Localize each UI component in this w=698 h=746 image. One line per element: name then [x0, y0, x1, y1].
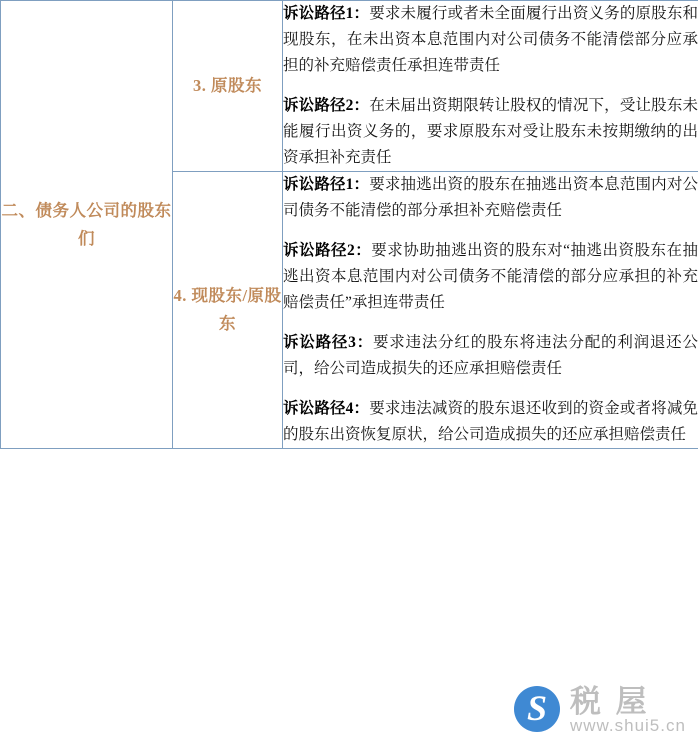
litigation-path-label: 诉讼路径3： — [283, 334, 373, 352]
litigation-path-label: 诉讼路径1： — [283, 176, 370, 194]
watermark-title: 税 屋 — [570, 684, 650, 719]
category-cell: 二、债务人公司的股东们 — [1, 1, 173, 449]
litigation-path-item — [283, 238, 698, 316]
litigation-path-text: 要求违法分红的股东将违法分配的利润退还公司，给公司造成损失的还应承担赔偿责任 — [283, 334, 698, 378]
litigation-path-item — [283, 330, 698, 382]
watermark — [508, 674, 694, 744]
role-cell-current-former-shareholder: 4. 现股东/原股东 — [173, 172, 283, 449]
litigation-path-item — [283, 396, 698, 448]
litigation-path-text: 要求未履行或者未全面履行出资义务的原股东和现股东，在未出资本息范围内对公司债务不能清偿部分应承担的补充赔偿责任承担连带责任 — [283, 5, 698, 75]
litigation-path-label: 诉讼路径1： — [283, 5, 370, 22]
role-cell-former-shareholder: 3. 原股东 — [173, 1, 283, 172]
table-row — [1, 1, 698, 172]
content-cell-current-former-shareholder — [283, 172, 698, 449]
watermark-logo-icon: S — [514, 686, 560, 732]
litigation-path-item — [283, 93, 698, 171]
litigation-path-label: 诉讼路径2： — [283, 97, 370, 115]
litigation-path-text: 在未届出资期限转让股权的情况下，受让股东未能履行出资义务的，要求原股东对受让股东未按期缴纳的出资承担补充责任 — [283, 97, 698, 167]
watermark-url: www.shui5.cn — [570, 716, 686, 735]
litigation-path-item — [283, 1, 698, 79]
litigation-path-text: 要求抽逃出资的股东在抽逃出资本息范围内对公司债务不能清偿的部分承担补充赔偿责任 — [283, 176, 698, 220]
litigation-path-label: 诉讼路径4： — [283, 400, 370, 418]
content-cell-former-shareholder — [283, 1, 698, 172]
litigation-path-item — [283, 172, 698, 224]
litigation-path-text: 要求违法减资的股东退还收到的资金或者将减免的股东出资恢复原状，给公司造成损失的还应承担赔偿责任 — [283, 400, 698, 444]
litigation-path-label: 诉讼路径2： — [283, 242, 372, 260]
litigation-path-text: 要求协助抽逃出资的股东对“抽逃出资股东在抽逃出资本息范围内对公司债务不能清偿的部分应承担的补充赔偿责任”承担连带责任 — [283, 242, 698, 312]
